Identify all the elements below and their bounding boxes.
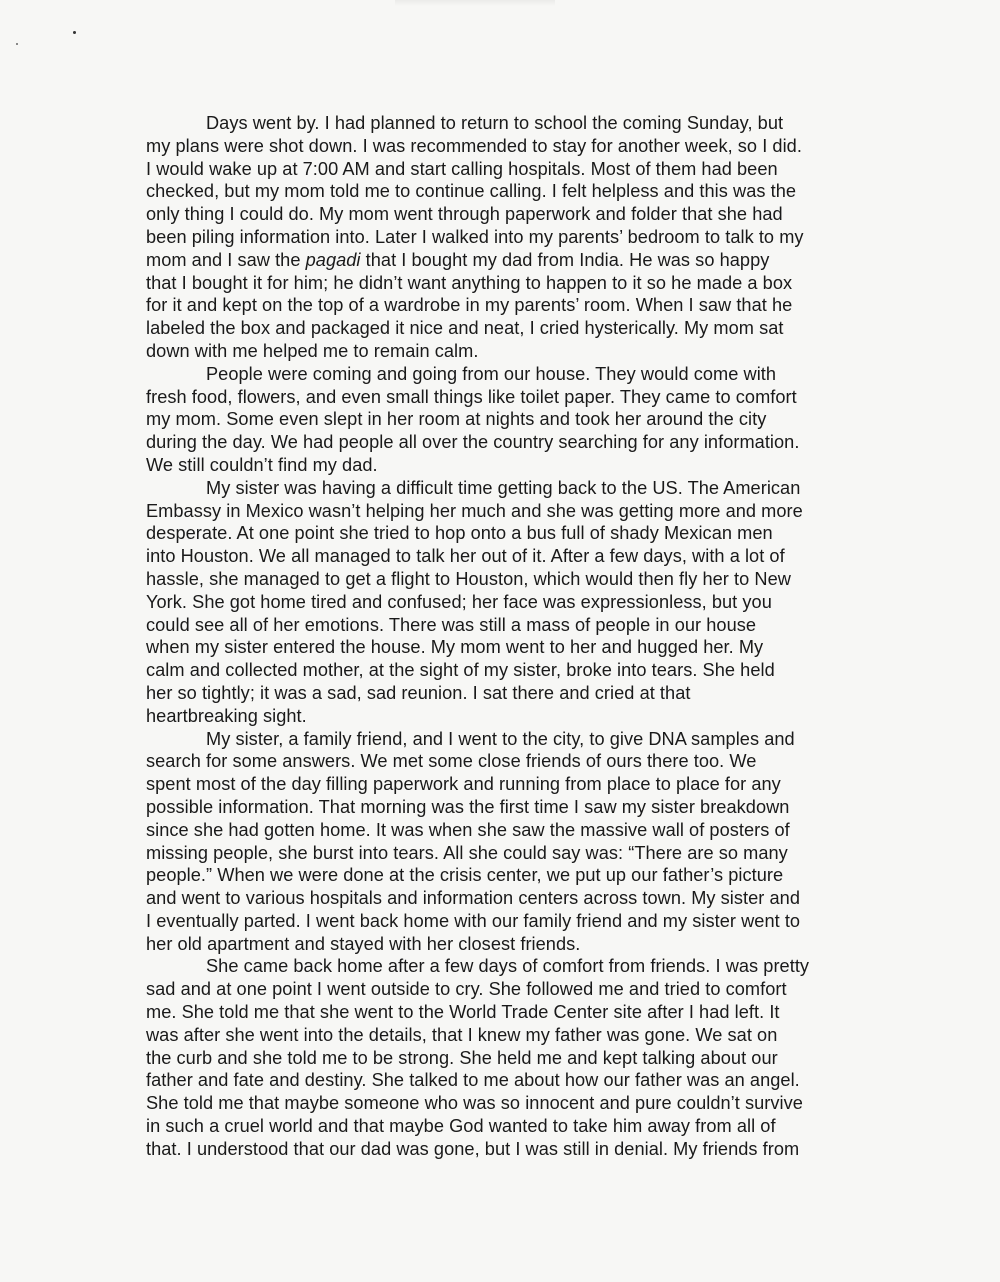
text-line: labeled the box and packaged it nice and neat, I cried hysterically. My mom sat	[146, 318, 784, 339]
text-line: her so tightly; it was a sad, sad reunion. I sat there and cried at that	[146, 682, 691, 703]
text-line: Days went by. I had planned to return to school the coming Sunday, but	[206, 113, 784, 133]
text-line: spent most of the day filling paperwork and running from place to place for any	[146, 774, 781, 795]
text-line: sad and at one point I went outside to cry. She followed me and tried to comfort	[146, 979, 787, 1000]
paragraph	[146, 477, 858, 728]
italic-term: pagadi	[305, 249, 361, 270]
document-body	[146, 112, 858, 1161]
paragraph	[146, 112, 858, 363]
text-line: hassle, she managed to get a flight to Houston, which would then fly her to New	[146, 568, 791, 589]
text-line: She told me that maybe someone who was so innocent and pure couldn’t survive	[146, 1093, 803, 1114]
text-line: Embassy in Mexico wasn’t helping her much and she was getting more and more	[146, 500, 803, 521]
text-line: search for some answers. We met some close friends of ours there too. We	[146, 751, 757, 772]
text-line: I eventually parted. I went back home with our family friend and my sister went to	[146, 910, 801, 931]
text-line: when my sister entered the house. My mom went to her and hugged her. My	[146, 637, 764, 658]
text-line: possible information. That morning was the first time I saw my sister breakdown	[146, 796, 790, 817]
text-line: father and fate and destiny. She talked to me about how our father was an angel.	[146, 1070, 800, 1091]
text-line: that. I understood that our dad was gone, but I was still in denial. My friends from	[146, 1138, 800, 1159]
scan-speck	[73, 31, 76, 34]
text-line: that I bought it for him; he didn’t want anything to happen to it so he made a box	[146, 272, 793, 293]
text-line: checked, but my mom told me to continue calling. I felt helpless and this was the	[146, 181, 797, 202]
text-line: in such a cruel world and that maybe God wanted to take him away from all of	[146, 1116, 776, 1137]
text-line: People were coming and going from our house. They would come with	[206, 363, 777, 384]
text-line: down with me helped me to remain calm.	[146, 340, 479, 361]
text-line: into Houston. We all managed to talk her out of it. After a few days, with a lot of	[146, 546, 785, 567]
text-line: her old apartment and stayed with her closest friends.	[146, 933, 581, 954]
text-line: desperate. At one point she tried to hop onto a bus full of shady Mexican men	[146, 523, 773, 544]
text-line: me. She told me that she went to the World Trade Center site after I had left. It	[146, 1002, 780, 1023]
text-line: My sister was having a difficult time getting back to the US. The American	[206, 477, 801, 498]
text-line: been piling information into. Later I walked into my parents’ bedroom to talk to my	[146, 226, 804, 247]
text-line	[146, 249, 858, 272]
text-line: for it and kept on the top of a wardrobe in my parents’ room. When I saw that he	[146, 295, 793, 316]
text-run: mom and I saw the	[146, 249, 306, 270]
text-line: could see all of her emotions. There was still a mass of people in our house	[146, 614, 757, 635]
text-line: calm and collected mother, at the sight of my sister, broke into tears. She held	[146, 660, 775, 681]
paragraph	[146, 728, 858, 956]
text-line: since she had gotten home. It was when she saw the massive wall of posters of	[146, 819, 790, 840]
text-run: that I bought my dad from India. He was so happy	[360, 249, 770, 270]
text-line: the curb and she told me to be strong. She held me and kept talking about our	[146, 1047, 778, 1068]
text-line: fresh food, flowers, and even small things like toilet paper. They came to comfort	[146, 386, 797, 407]
scan-speck	[16, 43, 18, 45]
text-line: We still couldn’t find my dad.	[146, 454, 378, 475]
text-line: only thing I could do. My mom went through paperwork and folder that she had	[146, 204, 783, 225]
text-line: my plans were shot down. I was recommended to stay for another week, so I did.	[146, 135, 802, 156]
scan-bleed-through	[395, 0, 555, 6]
text-line: I would wake up at 7:00 AM and start calling hospitals. Most of them had been	[146, 158, 778, 179]
text-line: was after she went into the details, that I knew my father was gone. We sat on	[146, 1024, 778, 1045]
paragraph	[146, 363, 858, 477]
text-line: heartbreaking sight.	[146, 705, 307, 726]
text-line: my mom. Some even slept in her room at nights and took her around the city	[146, 409, 767, 430]
text-line: My sister, a family friend, and I went to the city, to give DNA samples and	[206, 728, 795, 749]
text-line: She came back home after a few days of comfort from friends. I was pretty	[206, 956, 810, 977]
text-line: people.” When we were done at the crisis center, we put up our father’s picture	[146, 865, 784, 886]
text-line: York. She got home tired and confused; her face was expressionless, but you	[146, 591, 772, 612]
text-line: during the day. We had people all over the country searching for any information.	[146, 432, 800, 453]
text-line: missing people, she burst into tears. All she could say was: “There are so many	[146, 842, 788, 863]
text-line: and went to various hospitals and information centers across town. My sister and	[146, 888, 801, 909]
paragraph	[146, 955, 858, 1160]
